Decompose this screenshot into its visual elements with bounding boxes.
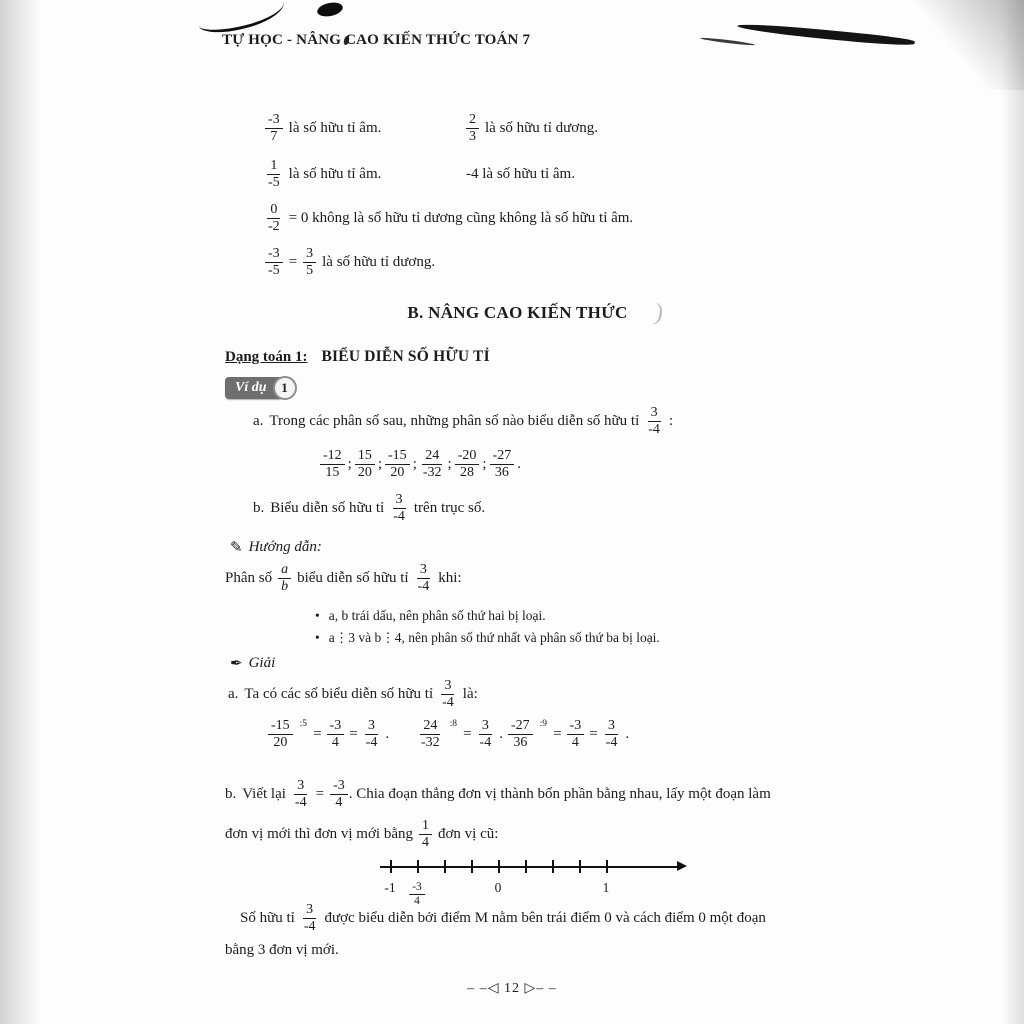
fraction-numerator: -3 <box>567 718 585 735</box>
fraction <box>390 492 408 524</box>
fraction <box>355 448 375 480</box>
fraction <box>265 112 283 144</box>
colon: : <box>668 412 674 429</box>
fraction-denominator: -5 <box>268 174 280 190</box>
number-line-label-neg1: -1 <box>384 880 396 895</box>
fraction <box>265 202 283 234</box>
page-content <box>225 0 810 1024</box>
fraction-denominator: 4 <box>571 734 579 750</box>
solution-b-line-1 <box>225 778 771 810</box>
question-text: Biểu diễn số hữu tỉ <box>270 499 385 516</box>
fraction-numerator: 3 <box>479 718 492 735</box>
question-text: Trong các phân số sau, những phân số nào biểu diễn số hữu tỉ <box>269 412 640 429</box>
separator: ; <box>347 455 352 472</box>
intro-line-2-right <box>466 166 575 183</box>
question-text-tail: trên trục số. <box>413 499 486 516</box>
fraction <box>418 718 443 750</box>
fraction-numerator: 3 <box>605 718 618 735</box>
fraction-numerator: 3 <box>417 562 430 579</box>
fraction-numerator: -3 <box>330 778 348 795</box>
equals-sign: = <box>553 725 562 742</box>
example-badge-number: 1 <box>273 376 297 400</box>
fraction-denominator: 4 <box>335 794 343 810</box>
fraction-numerator: 3 <box>441 678 454 695</box>
tick-mark <box>525 860 527 873</box>
fraction <box>567 718 585 750</box>
separator: ; <box>377 455 383 472</box>
statement-text: là số hữu tỉ âm. <box>288 165 382 182</box>
question-a <box>253 405 673 437</box>
fraction-denominator: -4 <box>393 508 405 524</box>
guidance-statement <box>225 562 462 594</box>
number-line-label-0: 0 <box>494 880 502 895</box>
fraction <box>301 902 319 934</box>
divide-note: :5 <box>299 719 308 729</box>
fraction <box>466 112 479 144</box>
fraction-numerator: 3 <box>303 902 316 919</box>
tick-mark <box>498 860 500 873</box>
fraction-numerator: -20 <box>455 448 480 465</box>
fraction-numerator: -3 <box>409 881 425 895</box>
fraction <box>455 448 480 480</box>
dang-toan-title: BIỂU DIỄN SỐ HỮU TỈ <box>321 348 490 365</box>
intro-line-3 <box>265 202 633 234</box>
solution-text-tail: đơn vị cũ: <box>437 825 499 842</box>
equation-3 <box>508 718 629 750</box>
item-marker: a. <box>228 685 239 702</box>
fraction-denominator: b <box>281 578 289 594</box>
conclusion-line-2 <box>225 942 339 959</box>
guidance-label: Hướng dẫn: <box>248 539 322 555</box>
bullet-text: a⋮3 và b⋮4, nên phân số thứ nhất và phân số thứ ba bị loại. <box>328 630 660 645</box>
fraction-denominator: -32 <box>421 734 440 750</box>
bullet-icon: • <box>315 630 320 645</box>
dang-toan-heading <box>225 348 490 366</box>
solution-text: Viết lại <box>242 785 286 802</box>
period: . <box>625 725 630 742</box>
tick-mark <box>552 860 554 873</box>
bullet-icon: • <box>315 608 320 623</box>
fraction <box>420 448 445 480</box>
solution-text-tail: là: <box>462 685 478 702</box>
equals-sign: = <box>315 785 325 802</box>
divide-note: :8 <box>449 719 458 729</box>
fraction-numerator: -27 <box>508 718 533 735</box>
fraction-denominator: 5 <box>306 262 314 278</box>
fraction-numerator: 1 <box>419 818 432 835</box>
fraction-numerator: -3 <box>265 246 283 263</box>
fraction-numerator: 24 <box>420 718 440 735</box>
guidance-bullet-2 <box>315 630 660 646</box>
dang-toan-label: Dạng toán 1: <box>225 348 308 365</box>
fraction-numerator: -12 <box>320 448 345 465</box>
fraction-denominator: 36 <box>494 464 509 480</box>
fraction-denominator: -2 <box>268 218 280 234</box>
tick-mark <box>444 860 446 873</box>
fraction <box>278 562 291 594</box>
period: . <box>385 725 390 742</box>
guidance-mid: biểu diễn số hữu tỉ <box>297 569 409 586</box>
fraction <box>603 718 621 750</box>
fraction-numerator: 15 <box>355 448 375 465</box>
fraction <box>490 448 515 480</box>
fraction-numerator: -3 <box>265 112 283 129</box>
fraction <box>363 718 381 750</box>
scan-edge-shadow-right <box>1002 0 1024 1024</box>
fraction <box>330 778 348 810</box>
fraction-numerator: 24 <box>422 448 442 465</box>
fraction-denominator: 7 <box>270 128 278 144</box>
fraction <box>327 718 345 750</box>
period: . <box>499 725 503 742</box>
solution-label: Giải <box>248 655 276 671</box>
fraction <box>508 718 533 750</box>
fraction <box>265 246 283 278</box>
page-number-footer: – –◁ 12 ▷– – <box>467 981 557 996</box>
conclusion-line-1 <box>240 902 766 934</box>
tick-mark <box>471 860 473 873</box>
pen-nib-icon: ✒ <box>230 656 243 672</box>
guidance-heading <box>230 538 322 557</box>
equation-row <box>225 718 810 760</box>
fraction-denominator: 20 <box>390 464 405 480</box>
intro-line-1 <box>265 112 598 144</box>
fraction <box>320 448 345 480</box>
number-line <box>380 846 710 908</box>
separator: ; <box>412 455 417 472</box>
fraction-denominator: -4 <box>648 421 660 437</box>
fraction-denominator: 20 <box>357 464 372 480</box>
fraction <box>292 778 310 810</box>
tick-mark <box>579 860 581 873</box>
fraction-numerator: 3 <box>303 246 316 263</box>
equation-1 <box>268 718 389 750</box>
fraction <box>303 246 316 278</box>
fraction-denominator: -4 <box>442 694 454 710</box>
statement-text: là số hữu tỉ dương. <box>322 253 436 270</box>
fraction-denominator: 36 <box>513 734 528 750</box>
intro-line-1-left <box>265 112 460 144</box>
fraction-numerator: 1 <box>267 158 280 175</box>
intro-line-2-left <box>265 158 460 190</box>
guidance-bullet-1 <box>315 608 546 624</box>
section-title: B. NÂNG CAO KIẾN THỨC <box>407 303 628 322</box>
fraction-denominator: 4 <box>414 894 420 907</box>
fraction-denominator: -4 <box>303 918 316 934</box>
fraction-denominator: 20 <box>273 734 288 750</box>
fraction-denominator: 4 <box>331 734 339 750</box>
equals-sign: = <box>463 725 472 742</box>
fraction-numerator: 3 <box>648 405 661 422</box>
tick-mark <box>417 860 419 873</box>
number-line-arrowhead <box>677 861 687 871</box>
fraction-denominator: -4 <box>605 734 618 750</box>
statement-text: = 0 không là số hữu tỉ dương cũng không là số hữu tỉ âm. <box>288 209 634 226</box>
fraction <box>645 405 663 437</box>
fraction-denominator: -5 <box>268 262 280 278</box>
fraction-numerator: 3 <box>365 718 378 735</box>
fraction-numerator: -15 <box>385 448 410 465</box>
equals-sign: = <box>288 253 298 270</box>
conclusion-lead: Số hữu tỉ <box>240 909 295 926</box>
equals-sign: = <box>589 725 598 742</box>
fraction-denominator: 4 <box>421 834 429 850</box>
tick-mark <box>606 860 608 873</box>
solution-text: . Chia đoạn thẳng đơn vị thành bốn phần bằng nhau, lấy một đoạn làm <box>348 785 771 802</box>
fraction-denominator: -4 <box>479 734 492 750</box>
equals-sign: = <box>313 725 322 742</box>
divide-note: :9 <box>539 719 548 729</box>
fraction-numerator: 3 <box>393 492 406 509</box>
period: . <box>517 455 521 472</box>
fraction <box>268 718 293 750</box>
fraction-numerator: a <box>278 562 291 579</box>
intro-line-4 <box>265 246 435 278</box>
scan-corner-shadow <box>894 0 1024 90</box>
conclusion-text: được biểu diễn bởi điểm M nằm bên trái điểm 0 và cách điểm 0 một đoạn <box>324 909 766 926</box>
fraction-denominator: 28 <box>460 464 475 480</box>
example-badge <box>225 376 297 400</box>
number-line-label-1: 1 <box>602 880 610 895</box>
page-header: TỰ HỌC - NÂNG CAO KIẾN THỨC TOÁN 7 <box>222 32 531 48</box>
bullet-text: a, b trái dấu, nên phân số thứ hai bị loại. <box>328 608 546 623</box>
solution-heading <box>230 654 275 673</box>
fraction <box>265 158 283 190</box>
scan-mark-artifact: ) <box>653 299 666 327</box>
fraction-denominator: 15 <box>325 464 340 480</box>
fraction-denominator: -32 <box>422 464 442 480</box>
fraction-denominator: 3 <box>469 128 476 144</box>
solution-text: đơn vị mới thì đơn vị mới bằng <box>225 825 413 842</box>
fraction <box>439 678 457 710</box>
fraction <box>415 562 433 594</box>
separator: ; <box>447 455 452 472</box>
number-line-axis <box>380 866 680 868</box>
fraction-numerator: 2 <box>466 112 479 129</box>
item-marker: b. <box>225 785 237 802</box>
solution-text: Ta có các số biểu diễn số hữu tỉ <box>244 685 434 702</box>
example-badge-label: Ví dụ <box>225 377 283 399</box>
tick-mark <box>390 860 392 873</box>
fraction-numerator: -15 <box>268 718 293 735</box>
intro-line-1-right <box>466 112 598 144</box>
statement-text: là số hữu tỉ dương. <box>485 119 598 136</box>
statement-text: -4 là số hữu tỉ âm. <box>466 165 575 182</box>
item-marker: a. <box>253 412 264 429</box>
separator: ; <box>482 455 487 472</box>
guidance-lead: Phân số <box>225 569 273 586</box>
intro-line-2 <box>265 158 575 190</box>
equals-sign: = <box>349 725 358 742</box>
fraction-numerator: -27 <box>490 448 515 465</box>
conclusion-text: bằng 3 đơn vị mới. <box>225 942 339 958</box>
guidance-tail: khi: <box>438 569 462 586</box>
fraction-numerator: -3 <box>327 718 345 735</box>
fraction-numerator: 3 <box>294 778 307 795</box>
scan-edge-shadow-left <box>0 0 40 1024</box>
fraction-denominator: -4 <box>417 578 430 594</box>
statement-text: là số hữu tỉ âm. <box>288 119 382 136</box>
item-marker: b. <box>253 499 265 516</box>
fraction-numerator: 0 <box>267 202 280 219</box>
fraction-list <box>320 448 521 480</box>
pencil-icon: ✎ <box>230 540 243 556</box>
fraction <box>385 448 410 480</box>
question-b <box>253 492 485 524</box>
fraction-denominator: -4 <box>294 794 307 810</box>
solution-a-intro <box>228 678 478 710</box>
fraction <box>477 718 495 750</box>
equation-2 <box>418 718 503 750</box>
fraction-denominator: -4 <box>365 734 378 750</box>
